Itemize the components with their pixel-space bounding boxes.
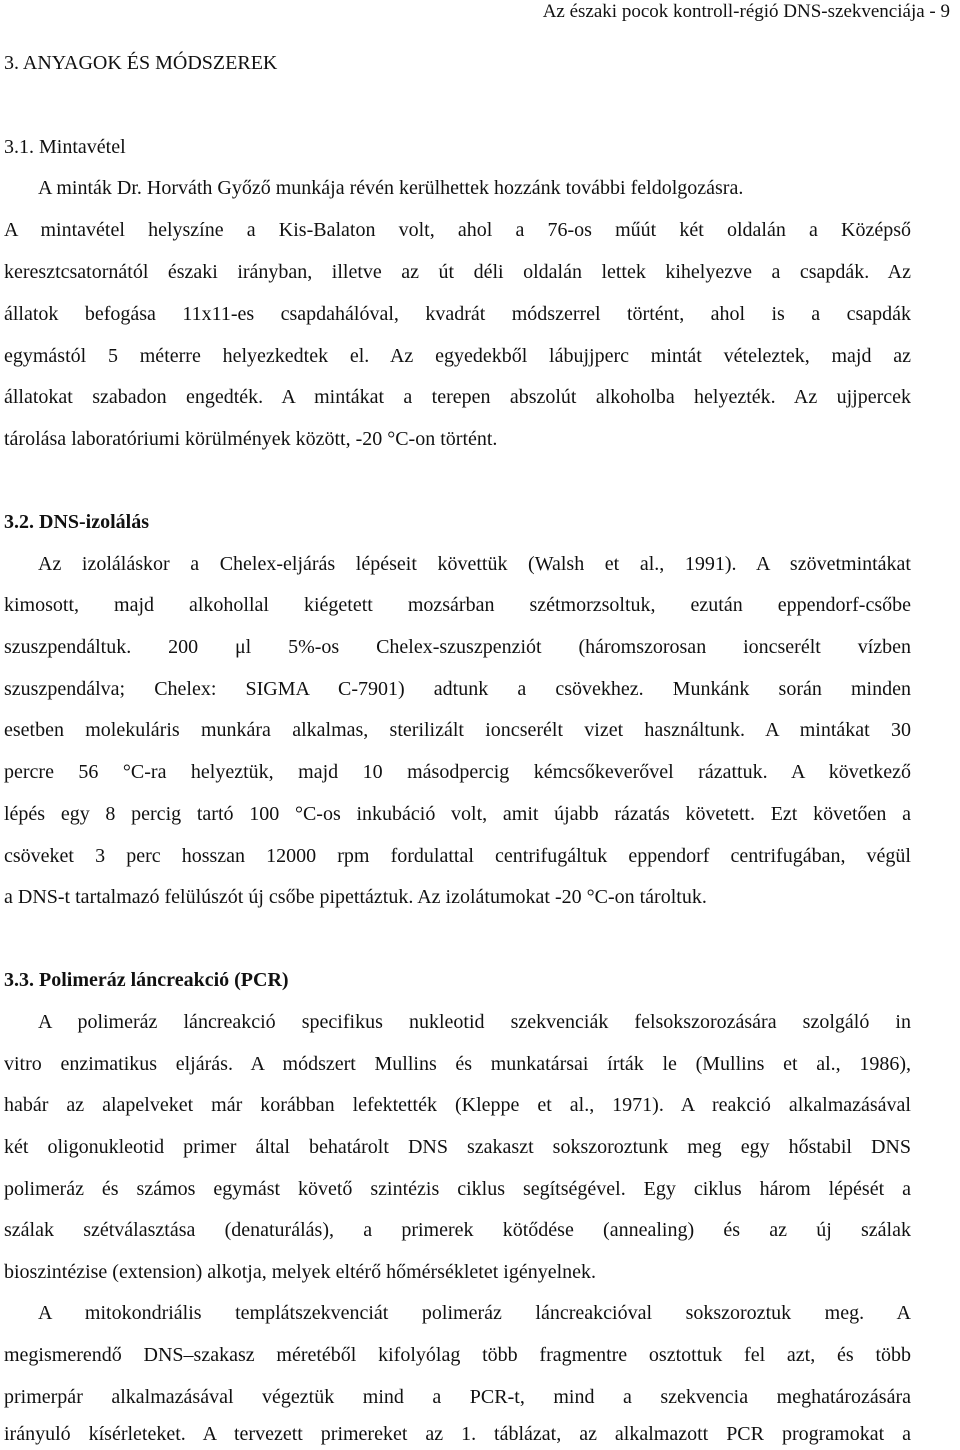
paragraph-line: állatok befogása 11x11-es csapdahálóval, kvadrát módszerrel történt, ahol is a csapdák <box>4 303 911 325</box>
paragraph-line: A minták Dr. Horváth Győző munkája révén kerülhettek hozzánk további feldolgozásra. <box>38 177 744 199</box>
paragraph-line: állatokat szabadon engedték. A mintákat a terepen abszolút alkoholba helyezték. Az ujjpercek <box>4 386 911 408</box>
paragraph-line: bioszintézise (extension) alkotja, melyek eltérő hőmérsékletet igényelnek. <box>4 1261 597 1283</box>
chapter-heading: 3. ANYAGOK ÉS MÓDSZEREK <box>4 52 278 74</box>
section-heading-mintavetel: 3.1. Mintavétel <box>4 136 126 158</box>
section-heading-dns-izolalas: 3.2. DNS-izolálás <box>4 511 149 533</box>
paragraph-line: szuszpendáltuk. 200 μl 5%-os Chelex-szuszpenziót (háromszorosan ioncserélt vízben <box>4 636 911 658</box>
paragraph-line: A polimeráz láncreakció specifikus nukleotid szekvenciák felsokszorozására szolgáló in <box>38 1011 911 1033</box>
paragraph-line: egymástól 5 méterre helyezkedtek el. Az egyedekből lábujjperc mintát vételeztek, majd az <box>4 345 911 367</box>
paragraph-line: szálak szétválasztása (denaturálás), a primerek kötődése (annealing) és az új szálak <box>4 1219 911 1241</box>
paragraph-line: a DNS-t tartalmazó felülúszót új csőbe pipettáztuk. Az izolátumokat -20 °C-on tároltuk. <box>4 886 707 908</box>
paragraph-line: lépés egy 8 percig tartó 100 °C-os inkubáció volt, amit újabb rázatás követett. Ezt követően a <box>4 803 911 825</box>
paragraph-line: keresztcsatornától északi irányban, illetve az út déli oldalán lettek kihelyezve a csapdák. Az <box>4 261 911 283</box>
paragraph-line: megismerendő DNS–szakasz méretéből kifolyólag több fragmentre osztottuk fel azt, és több <box>4 1344 911 1366</box>
paragraph-line: vitro enzimatikus eljárás. A módszert Mullins és munkatársai írták le (Mullins et al., 1986), <box>4 1053 911 1075</box>
paragraph-line: A mitokondriális templátszekvenciát polimeráz láncreakcióval sokszoroztuk meg. A <box>38 1302 911 1324</box>
paragraph-line: két oligonukleotid primer által behatárolt DNS szakaszt sokszoroztunk meg egy hőstabil DNS <box>4 1136 911 1158</box>
paragraph-line: esetben molekuláris munkára alkalmas, sterilizált ioncserélt vizet használtunk. A mintákat 30 <box>4 719 911 741</box>
paragraph-line: A mintavétel helyszíne a Kis-Balaton volt, ahol a 76-os műút két oldalán a Középső <box>4 219 911 241</box>
running-header: Az északi pocok kontroll-régió DNS-szekvenciája - 9 <box>542 1 950 22</box>
paragraph-line: kimosott, majd alkohollal kiégetett mozsárban szétmorzsoltuk, ezután eppendorf-csőbe <box>4 594 911 616</box>
paragraph-line: primerpár alkalmazásával végeztük mind a PCR-t, mind a szekvencia meghatározására <box>4 1386 911 1408</box>
paragraph-line: tárolása laboratóriumi körülmények között, -20 °C-on történt. <box>4 428 498 450</box>
paragraph-line: irányuló kísérleteket. A tervezett primereket az 1. táblázat, az alkalmazott PCR programokat a <box>4 1423 911 1445</box>
paragraph-line: szuszpendálva; Chelex: SIGMA C-7901) adtunk a csövekhez. Munkánk során minden <box>4 678 911 700</box>
paragraph-line: habár az alapelveket már korábban lefektették (Kleppe et al., 1971). A reakció alkalmazásával <box>4 1094 911 1116</box>
paragraph-line: percre 56 °C-ra helyeztük, majd 10 másodpercig kémcsőkeverővel rázattuk. A következő <box>4 761 911 783</box>
paragraph-line: csöveket 3 perc hosszan 12000 rpm fordulattal centrifugáltuk eppendorf centrifugában, végül <box>4 845 911 867</box>
paragraph-line: Az izoláláskor a Chelex-eljárás lépéseit követtük (Walsh et al., 1991). A szövetmintákat <box>38 553 911 575</box>
section-heading-pcr: 3.3. Polimeráz láncreakció (PCR) <box>4 969 289 991</box>
paragraph-line: polimeráz és számos egymást követő szintézis ciklus segítségével. Egy ciklus három lépését a <box>4 1178 911 1200</box>
